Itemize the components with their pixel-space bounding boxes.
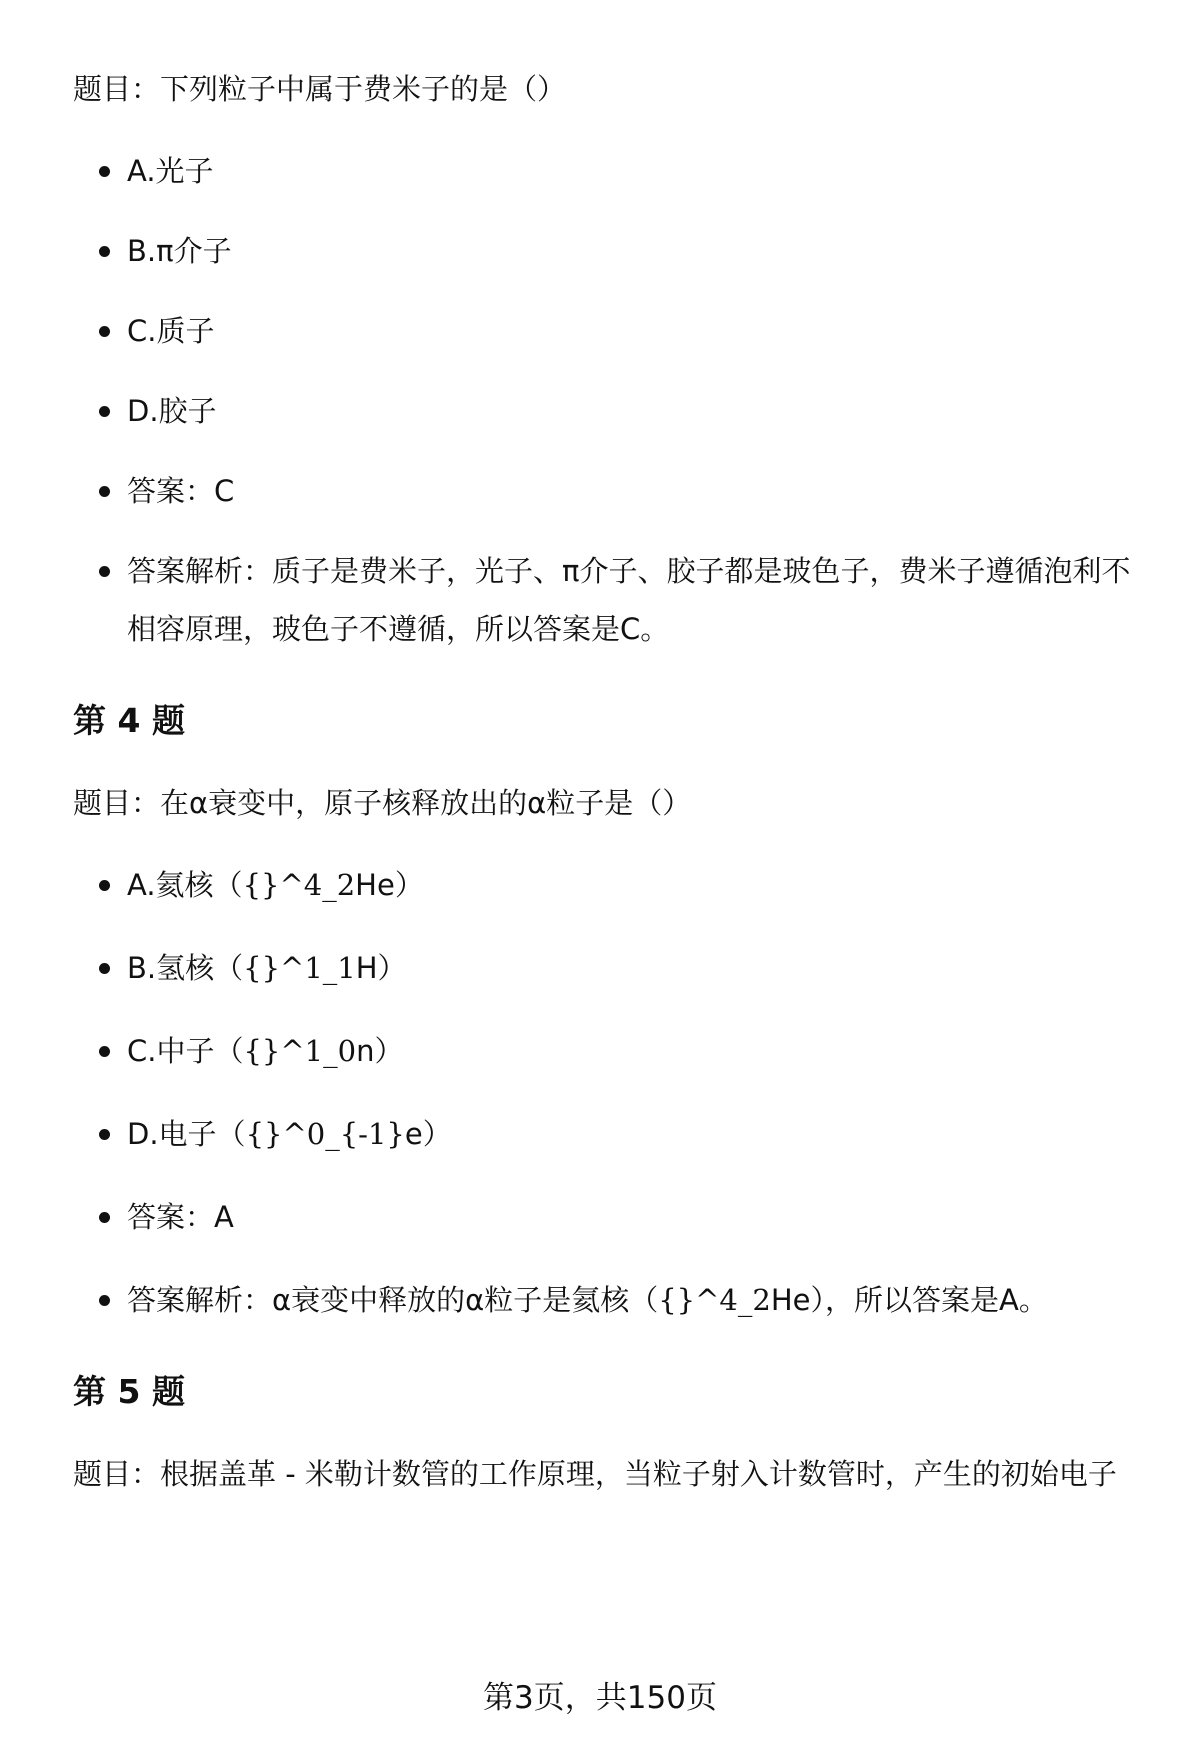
page-footer: 第3页，共150页 xyxy=(483,1680,717,1716)
q4-heading: 第 4 题 xyxy=(73,701,185,740)
page-content xyxy=(73,62,1148,1501)
q3-answer: 答案：C xyxy=(73,462,1148,520)
q4-explanation-formula: {}^4_2 xyxy=(658,1283,771,1317)
q4-option-d xyxy=(73,1105,1148,1163)
q4-option-c-prefix: C.中子（ xyxy=(127,1034,244,1068)
q5-heading: 第 5 题 xyxy=(73,1372,185,1411)
q3-option-a: A.光子 xyxy=(73,142,1148,200)
q5-question: 题目：根据盖革 - 米勒计数管的工作原理，当粒子射入计数管时，产生的初始电子 xyxy=(73,1457,1117,1491)
q4-option-c xyxy=(73,1022,1148,1080)
q4-option-d-suffix: e） xyxy=(404,1117,452,1151)
q4-explanation-suffix: He），所以答案是A。 xyxy=(770,1283,1048,1317)
q4-option-b-prefix: B.氢核（ xyxy=(127,951,244,985)
q3-explanation: 答案解析：质子是费米子，光子、π介子、胶子都是玻色子，费米子遵循泡利不相容原理，玻色子不遵循，所以答案是C。 xyxy=(73,542,1148,658)
q4-option-b-suffix: H） xyxy=(355,951,407,985)
q4-answer: 答案：A xyxy=(73,1188,1148,1246)
q4-option-a xyxy=(73,856,1148,914)
q4-option-a-formula: {}^4_2 xyxy=(242,868,356,902)
q4-option-a-prefix: A.氦核（ xyxy=(127,868,243,902)
q4-option-b-formula: {}^1_1 xyxy=(243,951,356,985)
q4-explanation-prefix: 答案解析：α衰变中释放的α粒子是氦核（ xyxy=(127,1283,659,1317)
q3-option-list xyxy=(73,142,1148,658)
q4-option-d-formula: {}^0_{-1} xyxy=(245,1117,405,1151)
q4-question: 题目：在α衰变中，原子核释放出的α粒子是（） xyxy=(73,786,692,820)
q4-option-d-prefix: D.电子（ xyxy=(127,1117,246,1151)
q3-option-c: C.质子 xyxy=(73,302,1148,360)
q4-option-b xyxy=(73,939,1148,997)
q3-option-d: D.胶子 xyxy=(73,382,1148,440)
q4-option-list xyxy=(73,856,1148,1329)
q4-explanation xyxy=(73,1271,1148,1329)
q3-question: 题目：下列粒子中属于费米子的是（） xyxy=(73,72,567,106)
q4-option-a-suffix: He） xyxy=(355,868,424,902)
q3-option-b: B.π介子 xyxy=(73,222,1148,280)
q4-option-c-formula: {}^1_0 xyxy=(243,1034,357,1068)
q4-option-c-suffix: n） xyxy=(356,1034,404,1068)
